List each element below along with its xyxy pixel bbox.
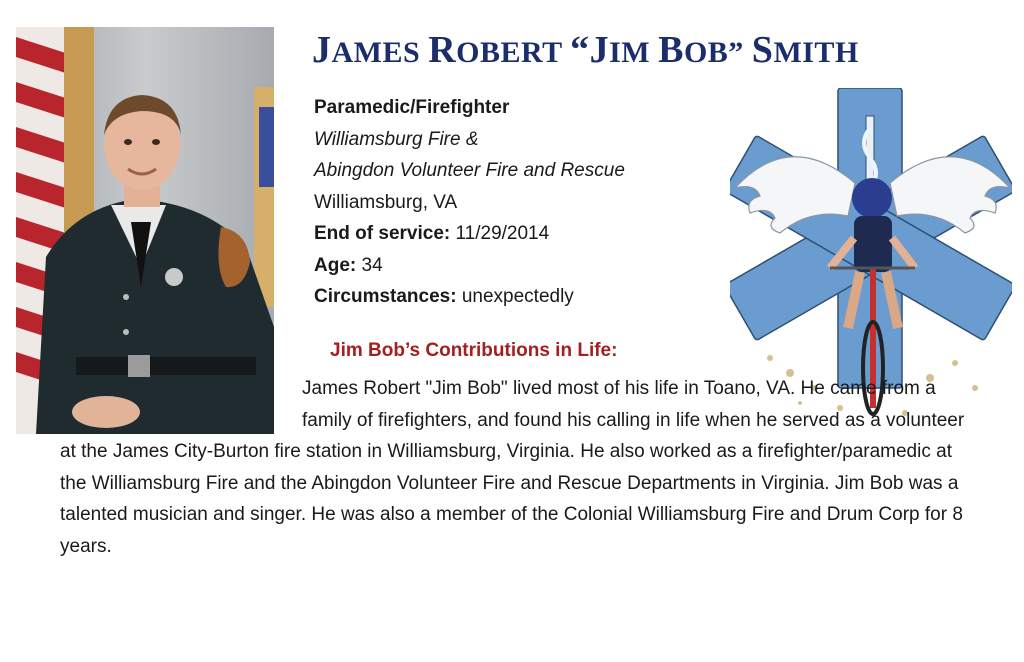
age-value: 34 [361,254,383,276]
service-info [314,92,734,313]
department-line-2: Abingdon Volunteer Fire and Rescue [314,160,625,181]
biography-text [60,373,965,562]
role: Paramedic/Firefighter [314,97,510,118]
end-of-service-row [314,218,734,250]
end-of-service-label: End of service: [314,223,451,244]
circumstances-row [314,281,734,313]
biography-body: James Robert "Jim Bob" lived most of his life in Toano, VA. He came from a family of firefighters, and found his calling in life when he served as a volunteer at the James City-Burton fire station in Williamsburg, Virginia. He also worked as a firefighter/paramedic at the Williamsburg Fire and the Abingdon Volunteer Fire and Rescue Departments in Virginia. Jim Bob was a talented musician and singer. He was also a member of the Colonial Williamsburg Fire and Drum Corp for 8 years. [60,378,965,557]
text-wrap-spacer [60,373,302,435]
age-label: Age: [314,254,357,276]
contributions-heading: Jim Bob’s Contributions in Life: [330,340,618,361]
age-row [314,250,734,282]
end-of-service-value: 11/29/2014 [455,223,550,244]
circumstances-label: Circumstances: [314,286,457,307]
memorial-name-title: JAMES ROBERT “JIM BOB” SMITH [312,29,859,71]
circumstances-value: unexpectedly [461,286,574,307]
location: Williamsburg, VA [314,191,458,213]
department-line-1: Williamsburg Fire & [314,128,479,150]
